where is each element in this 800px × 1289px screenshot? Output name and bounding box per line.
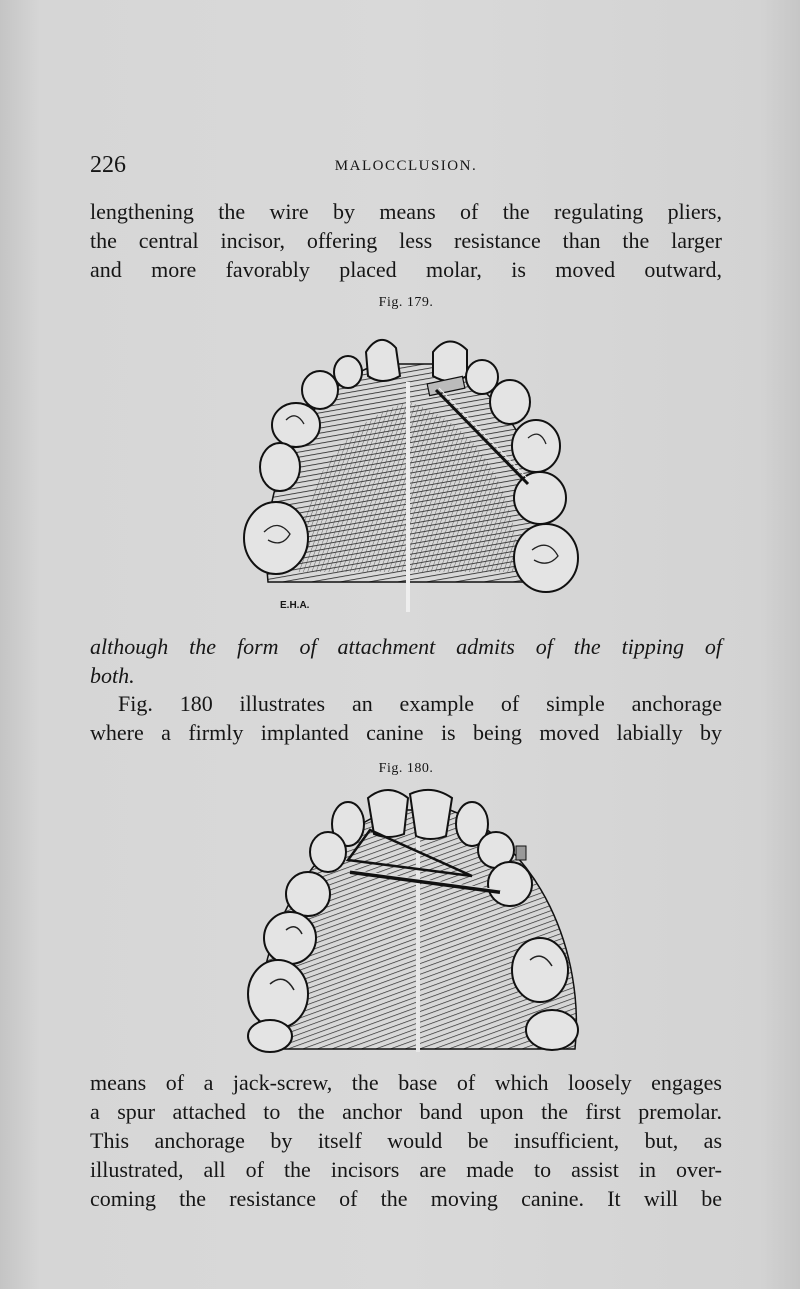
text-line: means of a jack-screw, the base of which loosely engages xyxy=(90,1070,722,1095)
text-line: where a firmly implanted canine is being moved labially by xyxy=(90,720,722,745)
page-header xyxy=(90,152,722,182)
text-line: Fig. 180 illustrates an example of simple anchorage xyxy=(118,691,722,716)
paragraph-3 xyxy=(90,689,722,747)
text-line: a spur attached to the anchor band upon the first premolar. xyxy=(90,1099,722,1124)
figure-179-caption: Fig. 179. xyxy=(378,295,434,310)
tooth xyxy=(366,340,400,381)
text-line: coming the resistance of the moving canine. It will be xyxy=(90,1186,722,1211)
text-line: illustrated, all of the incisors are made to assist in over- xyxy=(90,1157,722,1182)
paragraph-4 xyxy=(90,1068,722,1213)
paragraph-2 xyxy=(90,632,722,690)
text-line: although the form of attachment admits of the tipping of xyxy=(90,634,722,659)
text-line: lengthening the wire by means of the regulating pliers, xyxy=(90,199,722,224)
figure-180-illustration xyxy=(240,784,592,1056)
text-line: the central incisor, offering less resistance than the larger xyxy=(90,228,722,253)
figure-179-illustration xyxy=(228,322,588,618)
text-line: This anchorage by itself would be insufficient, but, as xyxy=(90,1128,722,1153)
engraver-signature: E.H.A. xyxy=(280,600,310,611)
paragraph-1 xyxy=(90,197,722,284)
page-number: 226 xyxy=(90,152,126,178)
running-head: MALOCCLUSION. xyxy=(334,158,478,174)
figure-180-caption: Fig. 180. xyxy=(378,761,434,776)
text-line: both. xyxy=(90,663,135,688)
text-line: and more favorably placed molar, is moved outward, xyxy=(90,257,722,282)
